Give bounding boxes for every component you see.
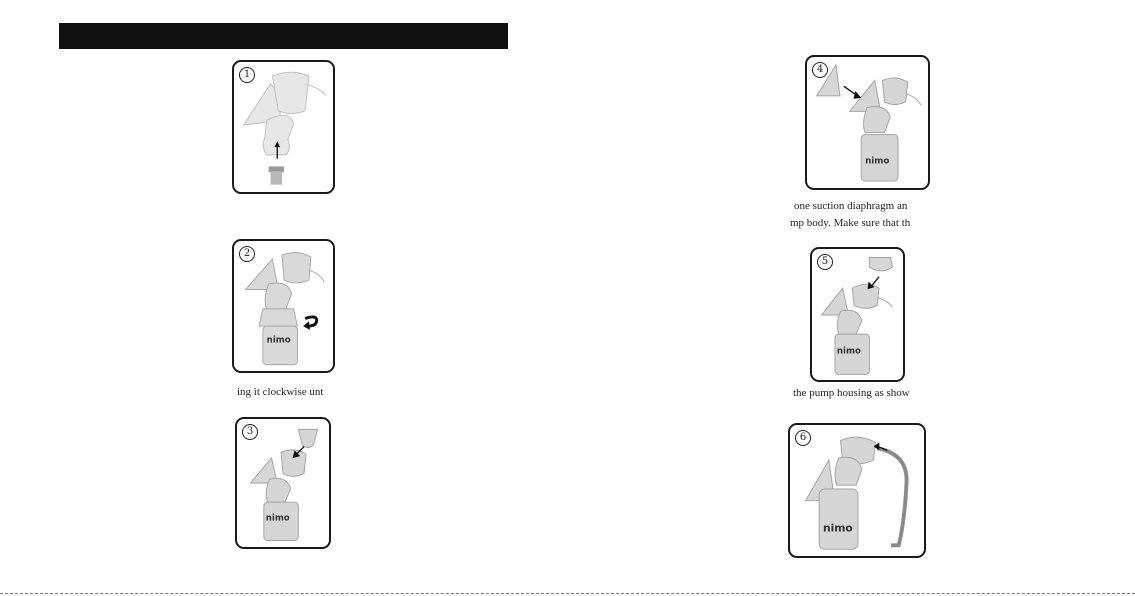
brand-logo: nimo <box>865 156 890 167</box>
step-2-illustration <box>232 239 335 373</box>
pump-suction-diaphragm-image <box>807 57 928 188</box>
step-number-3: 3 <box>242 424 258 440</box>
step-5-caption: the pump housing as show <box>793 387 910 399</box>
section-header-bar <box>59 23 508 49</box>
brand-logo: nimo <box>266 335 291 346</box>
step-6-illustration <box>788 423 926 558</box>
pump-tube-image <box>790 425 924 556</box>
step-number-4: 4 <box>812 62 828 78</box>
arrow-down-left-icon <box>871 277 879 287</box>
page-bottom-divider <box>0 593 1135 594</box>
brand-logo: nimo <box>265 513 290 524</box>
step-4-illustration <box>805 55 930 190</box>
step-number-6: 6 <box>795 430 811 446</box>
step-4-caption-line1: one suction diaphragm an <box>794 200 908 212</box>
step-number-1: 1 <box>239 67 255 83</box>
step-2-caption: ing it clockwise unt <box>237 386 324 398</box>
step-number-2: 2 <box>239 246 255 262</box>
step-4-caption-line2: mp body. Make sure that th <box>790 217 911 229</box>
step-5-illustration <box>810 247 905 382</box>
step-number-5: 5 <box>817 254 833 270</box>
brand-logo: nimo <box>823 521 853 535</box>
step-1-illustration <box>232 60 335 194</box>
brand-logo: nimo <box>836 346 861 357</box>
step-3-illustration <box>235 417 331 549</box>
